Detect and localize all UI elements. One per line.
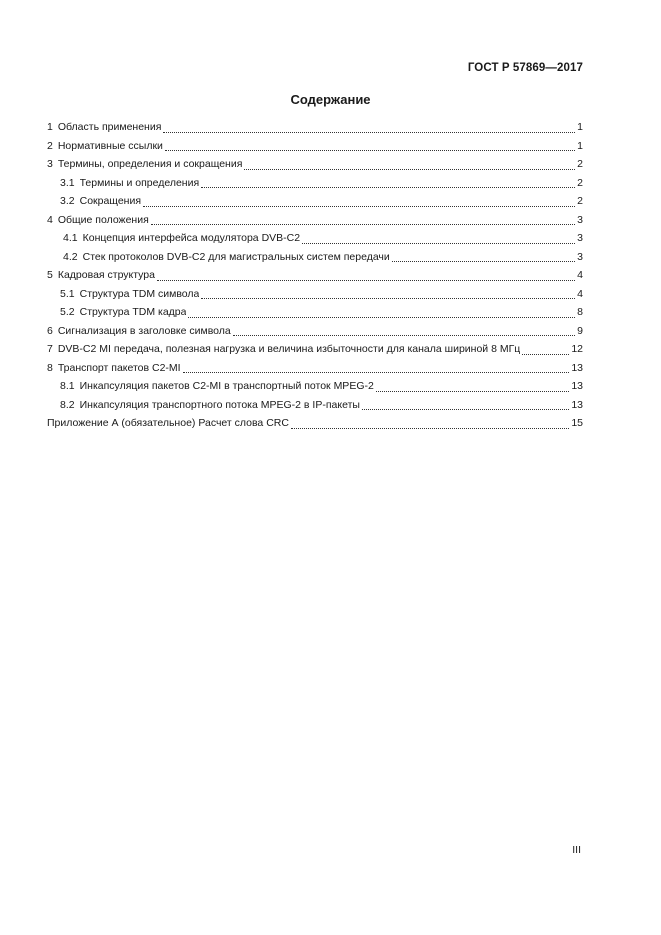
toc-entry-number: 8: [47, 361, 53, 374]
toc-entry-number: 5.1: [60, 287, 75, 300]
toc-leader-dots: [157, 279, 575, 281]
toc-entry[interactable]: [47, 343, 583, 362]
toc-leader-dots: [376, 390, 569, 392]
toc-entry-number: 2: [47, 139, 53, 152]
toc-entry-page: 2: [577, 195, 583, 207]
toc-entry[interactable]: [47, 121, 583, 140]
toc-entry-number: 8.2: [60, 398, 75, 411]
toc-entry-number: 8.1: [60, 380, 75, 392]
toc-entry-title: Сигнализация в заголовке символа: [57, 324, 231, 337]
toc-leader-dots: [291, 427, 569, 429]
toc-entry-page: 3: [577, 213, 583, 226]
toc-leader-dots: [163, 131, 575, 133]
toc-leader-dots: [392, 260, 575, 262]
toc-entry[interactable]: [47, 399, 583, 418]
toc-entry-page: 12: [571, 343, 583, 355]
toc-entry[interactable]: [47, 288, 583, 307]
toc-entry-title: Инкапсуляция пакетов C2-MI в транспортный поток MPEG-2: [79, 380, 374, 392]
toc-entry-number: 1: [47, 121, 53, 133]
toc-entry[interactable]: [47, 325, 583, 344]
toc-title: Содержание: [290, 92, 371, 107]
toc-entry-number: 3: [47, 158, 53, 170]
page-number: III: [572, 844, 581, 856]
toc-entry-title: DVB-C2 MI передача, полезная нагрузка и величина избыточности для канала шириной 8 МГц: [57, 343, 521, 355]
toc-entry-title: Кадровая структура: [57, 269, 155, 281]
toc-entry[interactable]: [47, 362, 583, 381]
toc-entry-page: 2: [577, 158, 583, 170]
toc-entry-title: Общие положения: [57, 213, 149, 226]
toc-entry-title: Концепция интерфейса модулятора DVB-C2: [82, 232, 301, 244]
toc-entry[interactable]: [47, 417, 583, 436]
toc-entry-page: 13: [571, 398, 583, 411]
toc-entry[interactable]: [47, 177, 583, 196]
toc-entry-title: Транспорт пакетов C2-MI: [57, 361, 181, 374]
toc-leader-dots: [151, 223, 575, 225]
document-code: ГОСТ Р 57869—2017: [467, 62, 583, 74]
toc-entry[interactable]: [47, 251, 583, 270]
toc-entry-page: 8: [577, 306, 583, 318]
toc-entry-page: 4: [577, 269, 583, 281]
toc-entry-title: Приложение А (обязательное) Расчет слова CRC: [47, 417, 289, 429]
toc-leader-dots: [522, 353, 569, 355]
toc-entry[interactable]: [47, 158, 583, 177]
toc-leader-dots: [244, 168, 575, 170]
toc-entry-title: Область применения: [57, 121, 162, 133]
toc-entry-number: 6: [47, 324, 53, 337]
toc-entry-page: 3: [577, 250, 583, 263]
toc-entry-title: Термины и определения: [79, 176, 200, 189]
toc-entry-title: Термины, определения и сокращения: [57, 158, 243, 170]
toc-entry-page: 15: [571, 417, 583, 429]
toc-entry-page: 2: [577, 176, 583, 189]
toc-leader-dots: [201, 297, 575, 299]
toc-entry[interactable]: [47, 195, 583, 214]
toc-entry-page: 4: [577, 287, 583, 300]
toc-entry[interactable]: [47, 269, 583, 288]
toc-entry-page: 13: [571, 380, 583, 392]
toc-entry-page: 1: [577, 121, 583, 133]
toc-entry-title: Структура TDM символа: [79, 287, 200, 300]
toc-leader-dots: [183, 371, 570, 373]
toc-leader-dots: [143, 205, 575, 207]
toc-leader-dots: [201, 186, 575, 188]
toc-entry-page: 3: [577, 232, 583, 244]
toc-entry[interactable]: [47, 214, 583, 233]
toc-entry-title: Инкапсуляция транспортного потока MPEG-2 в IP-пакеты: [79, 398, 360, 411]
table-of-contents: [47, 121, 583, 436]
toc-leader-dots: [188, 316, 575, 318]
toc-entry[interactable]: [47, 380, 583, 399]
toc-leader-dots: [233, 334, 575, 336]
toc-entry-title: Нормативные ссылки: [57, 139, 163, 152]
toc-entry-number: 4.2: [63, 250, 78, 263]
toc-entry-page: 1: [577, 139, 583, 152]
toc-entry-number: 4: [47, 213, 53, 226]
toc-leader-dots: [302, 242, 575, 244]
toc-entry-page: 9: [577, 324, 583, 337]
toc-entry-title: Сокращения: [79, 195, 142, 207]
toc-entry-number: 3.1: [60, 176, 75, 189]
toc-entry-number: 5.2: [60, 306, 75, 318]
toc-entry-title: Стек протоколов DVB-C2 для магистральных систем передачи: [82, 250, 390, 263]
toc-entry-number: 5: [47, 269, 53, 281]
toc-entry-page: 13: [571, 361, 583, 374]
toc-leader-dots: [362, 408, 569, 410]
toc-entry[interactable]: [47, 232, 583, 251]
toc-entry-number: 7: [47, 343, 53, 355]
toc-entry[interactable]: [47, 306, 583, 325]
toc-entry[interactable]: [47, 140, 583, 159]
toc-leader-dots: [165, 149, 575, 151]
toc-entry-number: 3.2: [60, 195, 75, 207]
toc-entry-title: Структура TDM кадра: [79, 306, 187, 318]
toc-entry-number: 4.1: [63, 232, 78, 244]
